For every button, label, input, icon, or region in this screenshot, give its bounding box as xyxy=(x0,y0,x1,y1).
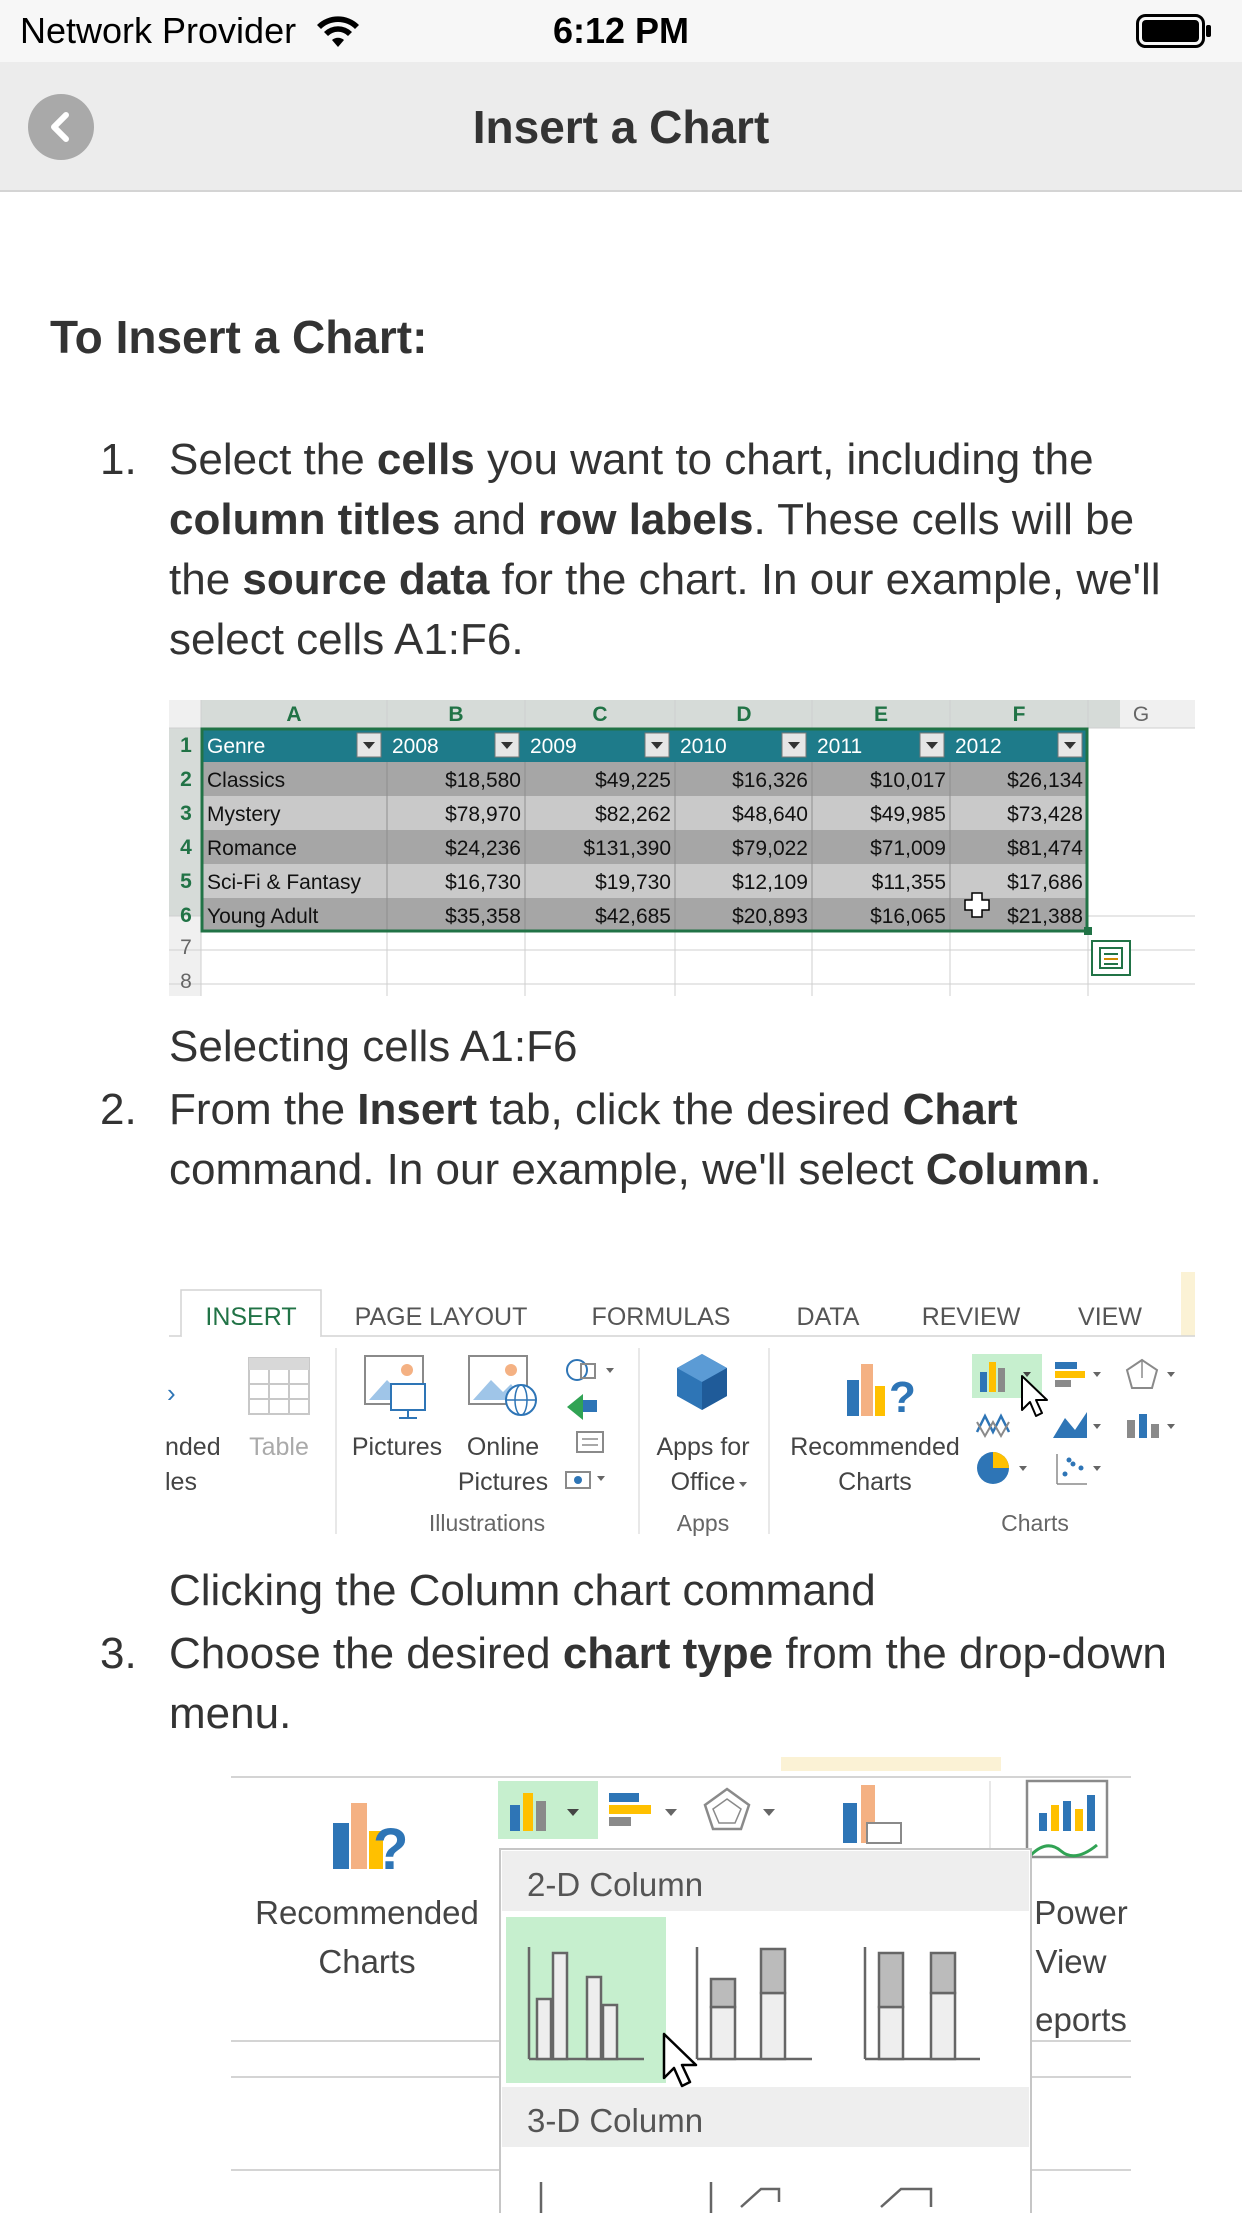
tab-insert[interactable]: INSERT xyxy=(205,1303,297,1331)
bold-run: Insert xyxy=(357,1085,478,1134)
text-run: you want to chart, including the xyxy=(474,435,1094,484)
online-pictures-label-1[interactable]: Online xyxy=(466,1433,540,1461)
value-cell: $49,985 xyxy=(870,803,946,826)
value-cell: $26,134 xyxy=(1007,769,1083,792)
value-cell: $71,009 xyxy=(870,837,946,860)
step-text xyxy=(169,1080,1189,1200)
value-cell: $82,262 xyxy=(595,803,671,826)
tab-page-layout[interactable]: PAGE LAYOUT xyxy=(354,1303,528,1331)
dropdown-screenshot xyxy=(231,1757,1131,2208)
value-cell: $131,390 xyxy=(583,837,671,860)
genre-cell: Romance xyxy=(207,837,297,860)
dropdown-svg xyxy=(231,1757,1131,2208)
caption-2: Clicking the Column chart command xyxy=(169,1566,876,1615)
col-letter: A xyxy=(286,703,302,726)
section-2d-column: 2-D Column xyxy=(527,1866,704,1903)
battery-icon xyxy=(1136,14,1212,48)
text-run: command. In our example, we'll select xyxy=(169,1145,926,1194)
group-label-apps: Apps xyxy=(676,1510,730,1536)
group-label-charts: Charts xyxy=(1001,1510,1069,1536)
power-view-label-3[interactable]: eports xyxy=(1035,2001,1127,2038)
value-cell: $35,358 xyxy=(445,905,521,928)
col-letter: C xyxy=(592,703,608,726)
nav-bar xyxy=(0,62,1242,192)
value-cell: $42,685 xyxy=(595,905,671,928)
ribbon-screenshot xyxy=(165,1272,1195,1552)
svg-text:›: › xyxy=(167,1378,176,1408)
spreadsheet-screenshot xyxy=(169,700,1195,996)
power-view-label-2[interactable]: View xyxy=(1035,1943,1107,1980)
value-cell: $24,236 xyxy=(445,837,521,860)
text-run: Choose the desired xyxy=(169,1629,563,1678)
text-run: for the chart. In our example, we'll select cells A1:F6. xyxy=(169,555,1161,664)
bold-run: source data xyxy=(242,555,490,604)
question-mark-icon: ? xyxy=(889,1373,916,1422)
partial-left-icon xyxy=(167,1378,176,1408)
power-view-label-1[interactable]: Power xyxy=(1034,1894,1128,1931)
fill-handle[interactable] xyxy=(1084,927,1092,935)
step-number: 1. xyxy=(100,435,137,484)
partial-label: nded xyxy=(165,1433,221,1461)
tab-data[interactable]: DATA xyxy=(796,1303,860,1331)
tab-formulas[interactable]: FORMULAS xyxy=(591,1303,731,1331)
step-text xyxy=(169,430,1189,670)
col-letter: G xyxy=(1132,703,1150,726)
tab-view[interactable]: VIEW xyxy=(1078,1303,1142,1331)
value-cell: $20,893 xyxy=(732,905,808,928)
partial-label: les xyxy=(165,1468,197,1496)
text-run: . xyxy=(1089,1145,1102,1194)
text-run: . These cells will be the xyxy=(169,495,1135,604)
genre-cell: Classics xyxy=(207,769,286,792)
step-text xyxy=(169,1624,1189,1744)
value-cell: $16,065 xyxy=(870,905,946,928)
text-run: from the drop-down menu. xyxy=(169,1629,1167,1738)
table-button[interactable]: Table xyxy=(249,1433,309,1461)
online-pictures-label-2[interactable]: Pictures xyxy=(457,1468,549,1496)
row-number: 8 xyxy=(180,970,192,993)
text-run: Select the xyxy=(169,435,377,484)
value-cell: $10,017 xyxy=(870,769,946,792)
bold-run: row labels xyxy=(538,495,754,544)
header-cell: 2008 xyxy=(392,735,439,758)
header-cell: 2009 xyxy=(530,735,577,758)
header-cell: Genre xyxy=(207,735,266,758)
col-letter: E xyxy=(873,703,889,726)
header-cell: 2010 xyxy=(680,735,727,758)
row-number: 7 xyxy=(180,936,192,959)
genre-cell: Young Adult xyxy=(207,905,319,928)
genre-cell: Mystery xyxy=(207,803,281,826)
group-label-illustrations: Illustrations xyxy=(428,1510,546,1536)
pictures-button[interactable]: Pictures xyxy=(351,1433,443,1461)
apps-for-office-label-1[interactable]: Apps for xyxy=(656,1433,750,1461)
col-letter: D xyxy=(736,703,752,726)
value-cell: $12,109 xyxy=(732,871,808,894)
caption-1: Selecting cells A1:F6 xyxy=(169,1022,578,1071)
recommended-charts-label-1[interactable]: Recommended xyxy=(790,1433,960,1461)
header-cell: 2012 xyxy=(955,735,1002,758)
spreadsheet-svg xyxy=(169,700,1195,996)
chart-type-dropdown xyxy=(500,1849,1031,2213)
row-number: 4 xyxy=(180,836,192,859)
value-cell: $18,580 xyxy=(445,769,521,792)
section-heading: To Insert a Chart: xyxy=(50,311,428,363)
value-cell: $11,355 xyxy=(871,871,946,894)
row-number: 6 xyxy=(180,904,192,927)
value-cell: $79,022 xyxy=(732,837,808,860)
section-3d-column: 3-D Column xyxy=(527,2102,704,2139)
value-cell: $81,474 xyxy=(1007,837,1083,860)
col-letter: B xyxy=(448,703,464,726)
text-run: tab, click the desired xyxy=(477,1085,903,1134)
step-number: 3. xyxy=(100,1629,137,1678)
tab-review[interactable]: REVIEW xyxy=(921,1303,1021,1331)
quick-analysis-icon[interactable] xyxy=(1092,941,1130,975)
value-cell: $73,428 xyxy=(1007,803,1083,826)
text-run: and xyxy=(440,495,539,544)
row-number: 2 xyxy=(180,768,192,791)
value-cell: $49,225 xyxy=(595,769,671,792)
status-bar xyxy=(0,0,1242,62)
question-mark-icon: ? xyxy=(373,1817,409,1882)
page-title: Insert a Chart xyxy=(472,101,770,153)
screenshot-icon[interactable] xyxy=(577,1432,603,1452)
header-cell: 2011 xyxy=(817,735,863,758)
value-cell: $21,388 xyxy=(1007,905,1083,928)
row-number: 1 xyxy=(180,734,192,757)
recommended-charts-label-2[interactable]: Charts xyxy=(838,1468,912,1496)
bold-run: Chart xyxy=(902,1085,1018,1134)
value-cell: $16,326 xyxy=(732,769,808,792)
bold-run: Column xyxy=(925,1145,1090,1194)
text-run: From the xyxy=(169,1085,358,1134)
recommended-charts-label-1[interactable]: Recommended xyxy=(255,1894,479,1931)
bold-run: chart type xyxy=(562,1629,774,1678)
bold-run: column titles xyxy=(169,495,441,544)
clock: 6:12 PM xyxy=(552,10,690,51)
ribbon-svg xyxy=(165,1272,1195,1552)
value-cell: $48,640 xyxy=(732,803,808,826)
bold-run: cells xyxy=(376,435,475,484)
col-letter: F xyxy=(1012,703,1026,726)
value-cell: $17,686 xyxy=(1007,871,1083,894)
apps-for-office-label-2[interactable]: Office xyxy=(670,1468,736,1496)
genre-cell: Sci-Fi & Fantasy xyxy=(207,871,362,894)
power-view-icon xyxy=(1027,1781,1107,1857)
value-cell: $78,970 xyxy=(445,803,521,826)
recommended-charts-label-2[interactable]: Charts xyxy=(318,1943,416,1980)
row-number: 3 xyxy=(180,802,192,825)
step-number: 2. xyxy=(100,1085,137,1134)
value-cell: $19,730 xyxy=(595,871,671,894)
row-number: 5 xyxy=(180,870,192,893)
table-icon xyxy=(249,1358,309,1414)
value-cell: $16,730 xyxy=(445,871,521,894)
carrier-text: Network Provider xyxy=(20,10,297,51)
